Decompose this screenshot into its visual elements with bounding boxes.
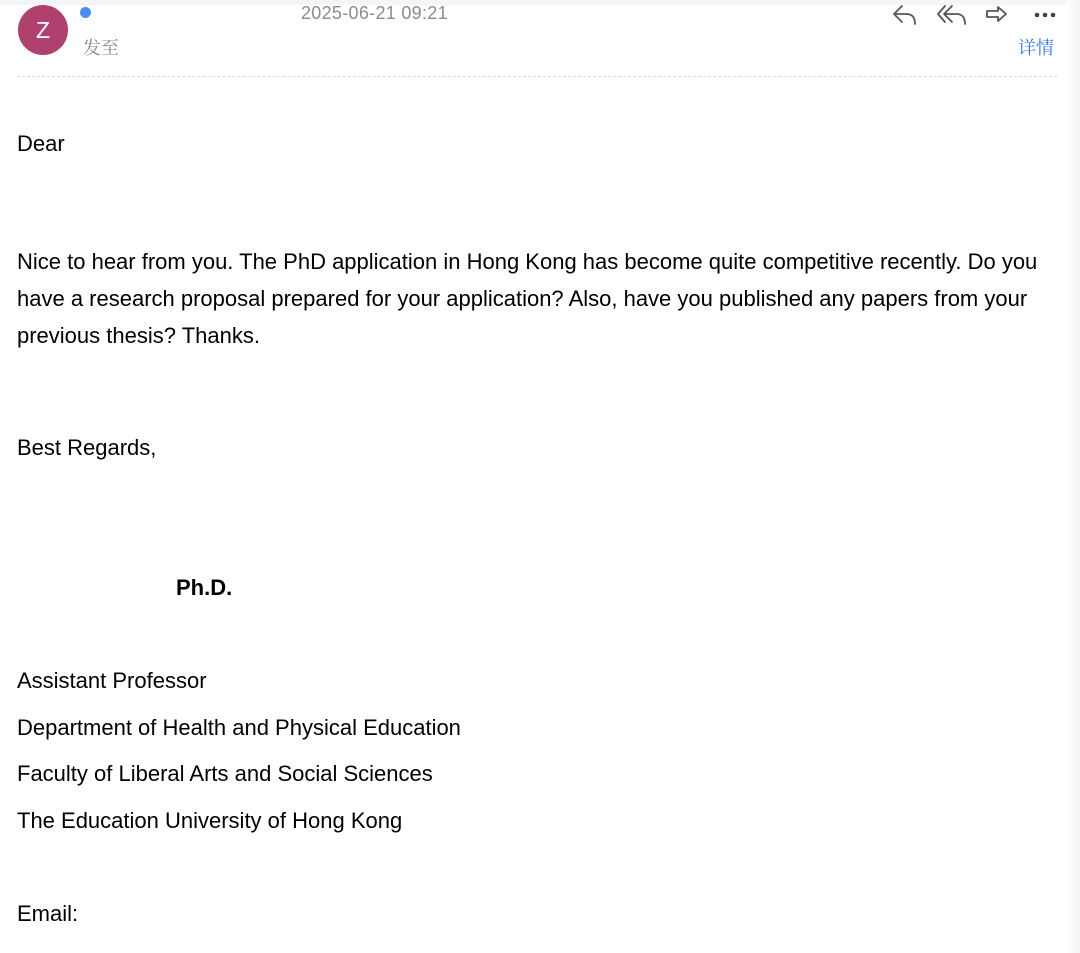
sender-avatar[interactable]: Z	[18, 5, 68, 55]
details-link[interactable]: 详情	[1018, 38, 1054, 58]
reply-button[interactable]	[891, 1, 919, 29]
signature-email-label: Email:	[17, 901, 79, 926]
sent-to-label: 发至	[83, 38, 119, 58]
forward-icon	[984, 4, 1010, 26]
signature-university: The Education University of Hong Kong	[17, 808, 403, 833]
email-body-paragraph: Nice to hear from you. The PhD application in Hong Kong has become quite competitive recently. Do you have a research proposal prepared for your application? Also, have you published any papers from your previous thesis? Thanks.	[17, 249, 1038, 348]
email-greeting: Dear	[17, 131, 65, 156]
reply-all-icon	[936, 4, 968, 26]
signature-faculty: Faculty of Liberal Arts and Social Sciences	[17, 761, 433, 786]
more-icon	[1032, 4, 1058, 26]
scroll-edge	[1066, 0, 1080, 953]
reply-icon	[892, 4, 918, 26]
header-divider	[17, 76, 1057, 77]
reply-all-button[interactable]	[935, 1, 969, 29]
email-closing: Best Regards,	[17, 435, 157, 460]
email-timestamp: 2025-06-21 09:21	[301, 3, 448, 23]
unread-indicator	[80, 7, 91, 18]
signature-degree: Ph.D.	[176, 575, 233, 600]
forward-button[interactable]	[983, 1, 1011, 29]
more-button[interactable]	[1031, 1, 1059, 29]
signature-title: Assistant Professor	[17, 668, 207, 693]
signature-department: Department of Health and Physical Education	[17, 715, 461, 740]
